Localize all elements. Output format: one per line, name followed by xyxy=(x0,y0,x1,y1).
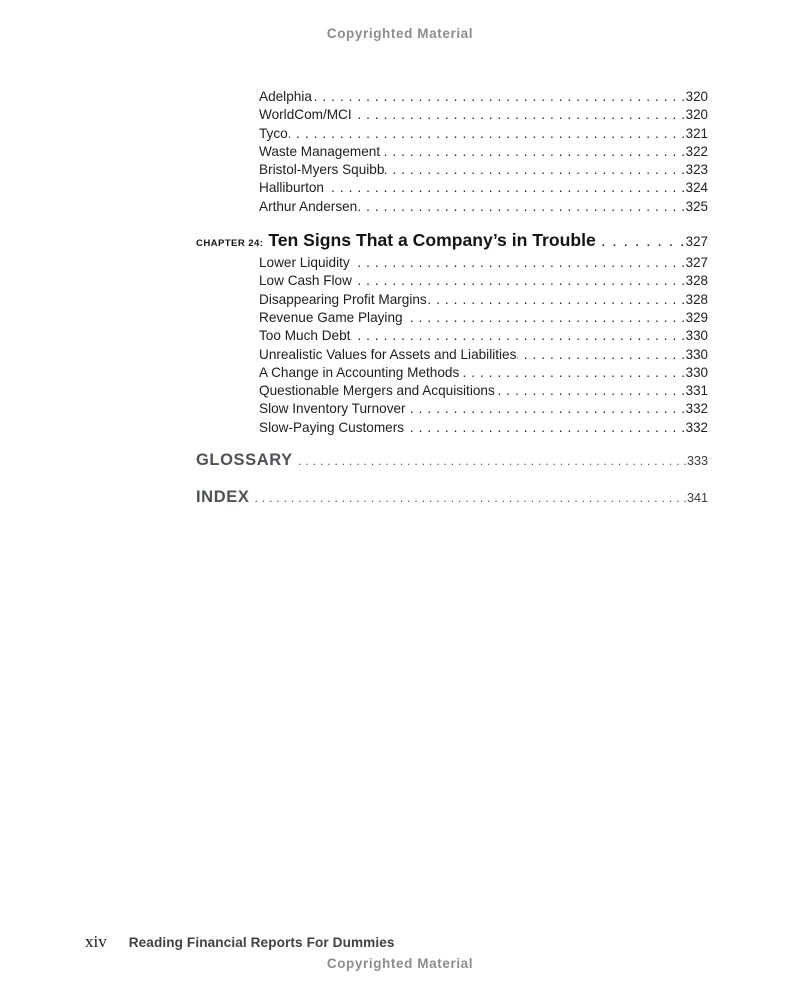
folio-page-number: xiv xyxy=(85,932,107,951)
toc-entry-label: GLOSSARY xyxy=(196,451,293,470)
toc-entry-label: Arthur Andersen xyxy=(259,198,358,214)
dot-leader xyxy=(405,419,686,437)
chapter-title: Ten Signs That a Company’s in Trouble xyxy=(268,230,596,251)
page-footer xyxy=(85,932,395,952)
toc-entry xyxy=(259,309,708,327)
toc-backmatter-entry xyxy=(196,486,708,508)
toc-entry-label: Questionable Mergers and Acquisitions xyxy=(259,383,495,399)
toc-chapter-heading xyxy=(196,228,708,252)
dot-leader xyxy=(428,291,686,309)
dot-leader xyxy=(313,88,686,106)
toc-entry-page: 321 xyxy=(685,125,708,141)
toc-entry xyxy=(259,106,708,124)
dot-leader xyxy=(381,143,686,161)
toc-entry-label: WorldCom/MCI xyxy=(259,107,352,123)
toc-entry-page: 325 xyxy=(685,198,708,214)
toc-entry-page: 332 xyxy=(685,419,708,435)
copyright-notice-top: Copyrighted Material xyxy=(326,26,474,41)
dot-leader xyxy=(351,327,685,345)
toc-entry xyxy=(259,179,708,197)
toc-entry-label: Waste Management xyxy=(259,143,381,159)
toc-entry-page: 323 xyxy=(685,162,708,178)
chapter-number-label: CHAPTER 24: xyxy=(196,238,264,250)
toc-entry-label: Slow-Paying Customers xyxy=(259,419,405,435)
toc-entry-page: 324 xyxy=(685,180,708,196)
toc-backmatter-entry xyxy=(196,449,708,471)
chapter-page-number: 327 xyxy=(685,234,708,250)
dot-leader xyxy=(404,309,686,327)
toc-backmatter-group xyxy=(196,449,708,508)
toc-entry xyxy=(259,400,708,418)
dot-leader xyxy=(496,382,686,400)
toc-entry xyxy=(259,88,708,106)
dot-leader xyxy=(597,230,686,254)
dot-leader xyxy=(460,364,685,382)
dot-leader xyxy=(385,161,685,179)
toc-entry-label: Adelphia xyxy=(259,89,312,104)
toc-entry xyxy=(259,419,708,437)
toc-entry xyxy=(259,364,708,382)
dot-leader xyxy=(353,106,686,124)
toc-entry-page: 332 xyxy=(685,401,708,417)
dot-leader xyxy=(325,179,686,197)
toc-entry-page: 330 xyxy=(685,364,708,380)
dot-leader xyxy=(358,198,685,216)
toc-entry-label: Unrealistic Values for Assets and Liabilities xyxy=(259,346,517,362)
toc-entry-label: INDEX xyxy=(196,488,250,507)
toc-entry xyxy=(259,382,708,400)
toc-entry-label: Bristol-Myers Squibb xyxy=(259,162,385,178)
dot-leader xyxy=(253,487,687,509)
toc-entry-label: Tyco xyxy=(259,125,288,141)
toc-entry-page: 327 xyxy=(685,255,708,271)
toc-entry-page: 328 xyxy=(685,273,708,289)
toc-entry xyxy=(259,291,708,309)
toc-entry-page: 333 xyxy=(686,454,708,469)
toc-entry-page: 320 xyxy=(685,107,708,123)
toc-entry-label: Revenue Game Playing xyxy=(259,309,403,325)
toc-entry-page: 330 xyxy=(685,328,708,344)
toc-entry xyxy=(259,346,708,364)
toc-entry xyxy=(259,272,708,290)
toc-entry-label: Slow Inventory Turnover xyxy=(259,401,406,417)
toc-entry-label: Too Much Debt xyxy=(259,328,351,344)
toc-entry-label: Halliburton xyxy=(259,180,324,196)
dot-leader xyxy=(289,125,686,143)
toc-entry-label: A Change in Accounting Methods xyxy=(259,364,460,380)
toc-entry xyxy=(259,254,708,272)
copyright-notice-bottom: Copyrighted Material xyxy=(326,956,474,971)
dot-leader xyxy=(517,346,685,364)
toc-subentries-group xyxy=(196,88,708,216)
toc-entry-label: Disappearing Profit Margins xyxy=(259,291,427,307)
toc-entry-page: 341 xyxy=(686,491,708,506)
toc-chapter-entries-group xyxy=(196,254,708,437)
running-book-title: Reading Financial Reports For Dummies xyxy=(128,935,395,950)
toc-entry-label: Low Cash Flow xyxy=(259,273,352,289)
toc-entry-page: 322 xyxy=(685,143,708,159)
toc-entry xyxy=(259,143,708,161)
dot-leader xyxy=(297,450,687,472)
toc-entry-page: 328 xyxy=(685,291,708,307)
toc-entry-page: 331 xyxy=(685,383,708,399)
toc-entry xyxy=(259,125,708,143)
toc-entry-page: 320 xyxy=(685,89,708,104)
dot-leader xyxy=(407,400,686,418)
table-of-contents xyxy=(196,88,708,508)
toc-entry xyxy=(259,198,708,216)
dot-leader xyxy=(351,254,686,272)
dot-leader xyxy=(353,272,686,290)
toc-entry-label: Lower Liquidity xyxy=(259,255,350,271)
toc-entry xyxy=(259,161,708,179)
toc-entry-page: 329 xyxy=(685,309,708,325)
toc-entry xyxy=(259,327,708,345)
toc-entry-page: 330 xyxy=(685,346,708,362)
